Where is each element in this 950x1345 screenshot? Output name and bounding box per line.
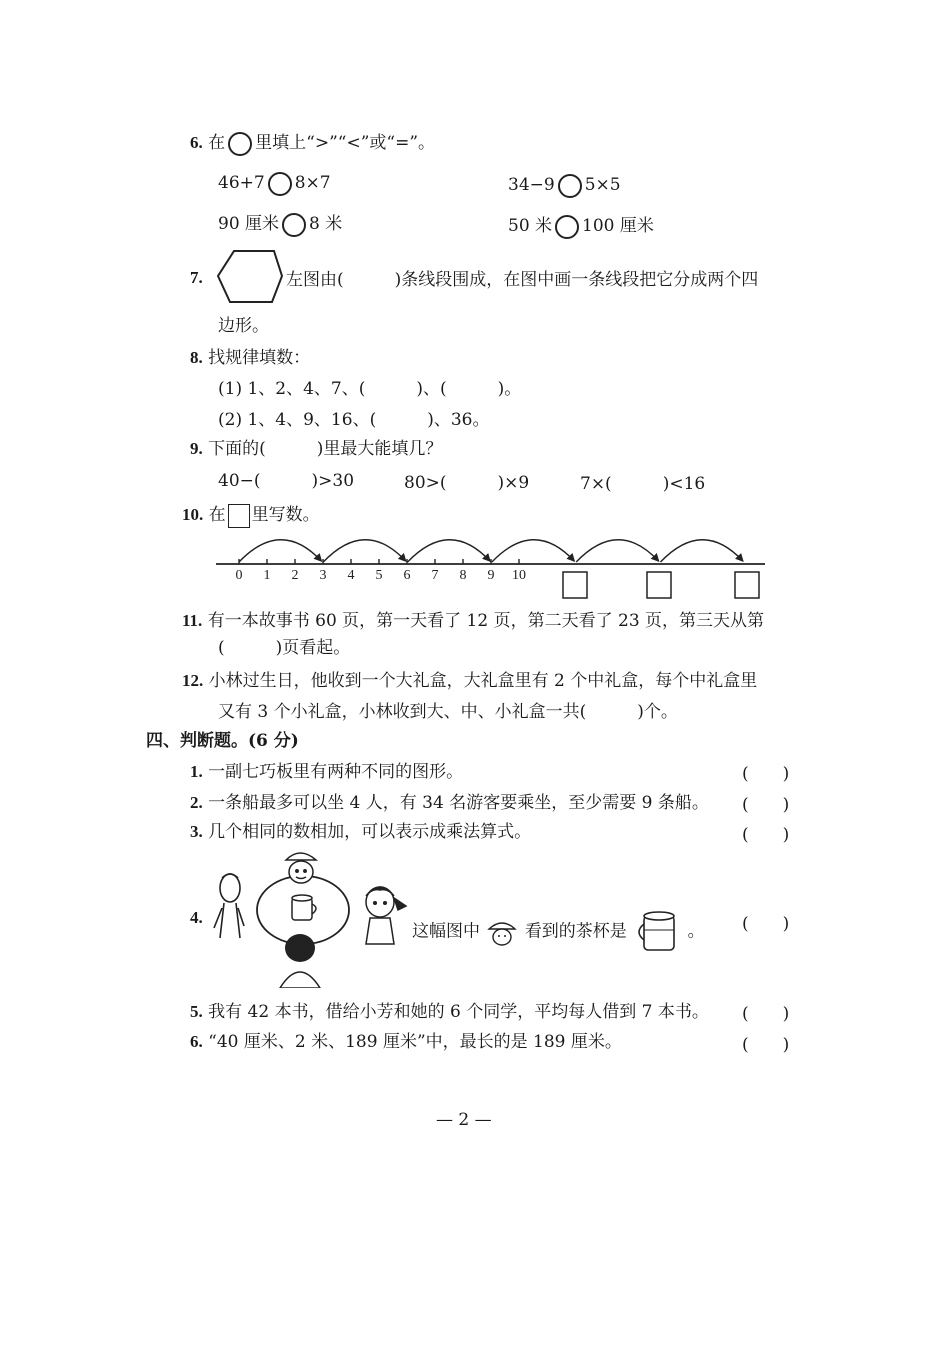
q7-text-2: 边形。 <box>218 316 269 336</box>
q8-title: 8. 找规律填数： <box>190 348 311 368</box>
q6-title: 6. 在 里填上“>”“<”或“=”。 <box>190 131 435 156</box>
q12-line-1: 12. 小林过生日，他收到一个大礼盒，大礼盒里有 2 个中礼盒，每个中礼盒里 <box>182 671 758 691</box>
answer-circle[interactable] <box>228 132 252 156</box>
q7-text: 左图由( )条线段围成，在图中画一条线段把它分成两个四 <box>286 270 759 290</box>
answer-circle[interactable] <box>555 215 579 239</box>
judge-item-1: 1. 一副七巧板里有两种不同的图形。 <box>190 762 464 782</box>
boy-with-hat-icon <box>485 917 519 947</box>
table-scene-illustration <box>208 848 418 988</box>
q8-line-1: (1) 1、2、4、7、( )、( )。 <box>218 379 522 399</box>
q11-line-1: 11. 有一本故事书 60 页，第一天看了 12 页，第二天看了 23 页，第三天从第 <box>182 611 765 631</box>
jump-arc <box>323 540 405 562</box>
boy-left-figure <box>214 874 244 938</box>
q11-line-2: ( )页看起。 <box>218 638 351 658</box>
answer-box[interactable] <box>228 504 250 528</box>
judge-answer-paren[interactable]: ( ) <box>742 1035 790 1055</box>
judge-answer-paren[interactable]: ( ) <box>742 1004 790 1024</box>
tick-label: 7 <box>431 568 439 583</box>
tick-label: 2 <box>291 568 299 583</box>
answer-circle[interactable] <box>558 174 582 198</box>
answer-circle[interactable] <box>282 213 306 237</box>
judge-answer-paren[interactable]: ( ) <box>742 914 790 934</box>
q6-item-c: 90 厘米 8 米 <box>218 212 342 237</box>
number-line <box>210 528 780 608</box>
judge-item-6: 6. “40 厘米、2 米、189 厘米”中，最长的是 189 厘米。 <box>190 1032 622 1052</box>
q6-item-a: 46+7 8×7 <box>218 171 331 196</box>
answer-circle[interactable] <box>268 172 292 196</box>
answer-box[interactable] <box>563 572 587 598</box>
answer-box[interactable] <box>735 572 759 598</box>
q9-item-b: 80>( )×9 <box>404 473 530 493</box>
q7-number: 7. <box>190 268 203 287</box>
section-4-title: 四、判断题。(6 分) <box>146 731 299 751</box>
jump-arc <box>408 540 490 562</box>
q9-title: 9. 下面的( )里最大能填几？ <box>190 439 443 459</box>
judge-item-3: 3. 几个相同的数相加，可以表示成乘法算式。 <box>190 822 532 842</box>
tick-label: 1 <box>263 568 271 583</box>
q9-item-a: 40−( )>30 <box>218 471 355 491</box>
page-number: — 2 — <box>436 1110 492 1130</box>
judge-answer-paren[interactable]: ( ) <box>742 795 790 815</box>
tick-label: 4 <box>347 568 355 583</box>
tick-label: 6 <box>403 568 411 583</box>
jump-arc <box>239 540 321 562</box>
jump-arc <box>576 540 658 562</box>
girl-right-figure <box>366 887 406 944</box>
q9-item-c: 7×( )<16 <box>580 474 706 494</box>
tick-label: 9 <box>487 568 495 583</box>
boy-with-hat-figure <box>286 853 316 883</box>
teacup-icon <box>632 910 682 954</box>
answer-box[interactable] <box>647 572 671 598</box>
judge-answer-paren[interactable]: ( ) <box>742 764 790 784</box>
tick-label: 5 <box>375 568 383 583</box>
jump-arc <box>492 540 574 562</box>
tick-label: 10 <box>512 568 526 583</box>
tick-labels <box>236 568 527 583</box>
judge-item-4-text: 这幅图中 看到的茶杯是 。 <box>412 910 705 954</box>
judge-item-4-number: 4. <box>190 908 203 927</box>
tick-label: 3 <box>319 568 327 583</box>
q8-line-2: (2) 1、4、9、16、( )、36。 <box>218 410 490 430</box>
q12-line-2: 又有 3 个小礼盒，小林收到大、中、小礼盒一共( )个。 <box>218 702 678 722</box>
jump-arc <box>661 540 743 562</box>
judge-item-2: 2. 一条船最多可以坐 4 人，有 34 名游客要乘坐，至少需要 9 条船。 <box>190 793 709 813</box>
judge-item-5: 5. 我有 42 本书，借给小芳和她的 6 个同学，平均每人借到 7 本书。 <box>190 1002 709 1022</box>
cup-on-table <box>292 895 316 920</box>
q10-title: 10. 在 里写数。 <box>182 503 320 528</box>
jump-arcs <box>239 540 743 562</box>
q6-number: 6. <box>190 133 203 152</box>
tick-label: 8 <box>459 568 467 583</box>
q6-item-d: 50 米 100 厘米 <box>508 214 654 239</box>
hexagon-figure <box>214 246 286 306</box>
q6-item-b: 34−9 5×5 <box>508 173 621 198</box>
tick-label: 0 <box>235 568 243 583</box>
judge-answer-paren[interactable]: ( ) <box>742 825 790 845</box>
